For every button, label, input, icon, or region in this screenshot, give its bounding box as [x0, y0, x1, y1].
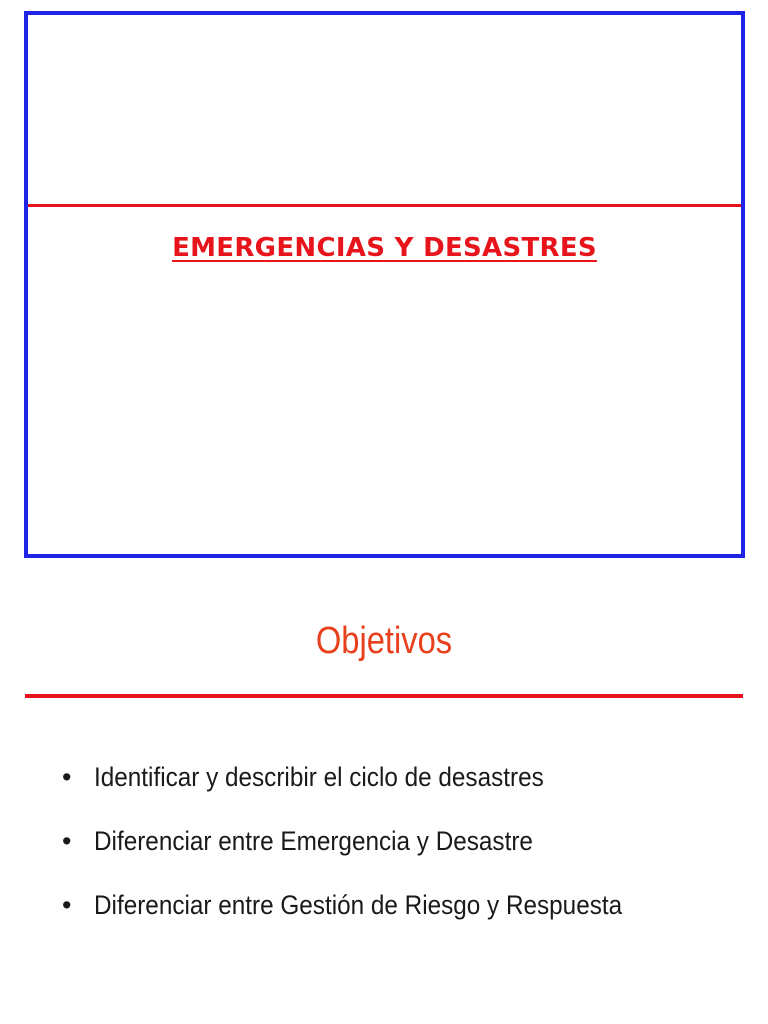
slide-divider — [28, 204, 741, 207]
list-item — [62, 812, 702, 870]
objectives-list — [62, 748, 702, 940]
bullet-icon: • — [62, 890, 72, 920]
objective-text: Diferenciar entre Emergencia y Desastre — [94, 826, 533, 856]
list-item — [62, 876, 702, 934]
bullet-icon: • — [62, 826, 72, 856]
list-item — [62, 748, 702, 806]
section-rule — [25, 694, 743, 698]
slide-frame — [24, 11, 745, 558]
slide-title: EMERGENCIAS Y DESASTRES — [172, 233, 597, 263]
objective-text: Diferenciar entre Gestión de Riesgo y Respuesta — [94, 890, 623, 920]
section-heading: Objetivos — [315, 620, 453, 662]
objective-text: Identificar y describir el ciclo de desastres — [94, 762, 544, 792]
bullet-icon: • — [62, 762, 72, 792]
